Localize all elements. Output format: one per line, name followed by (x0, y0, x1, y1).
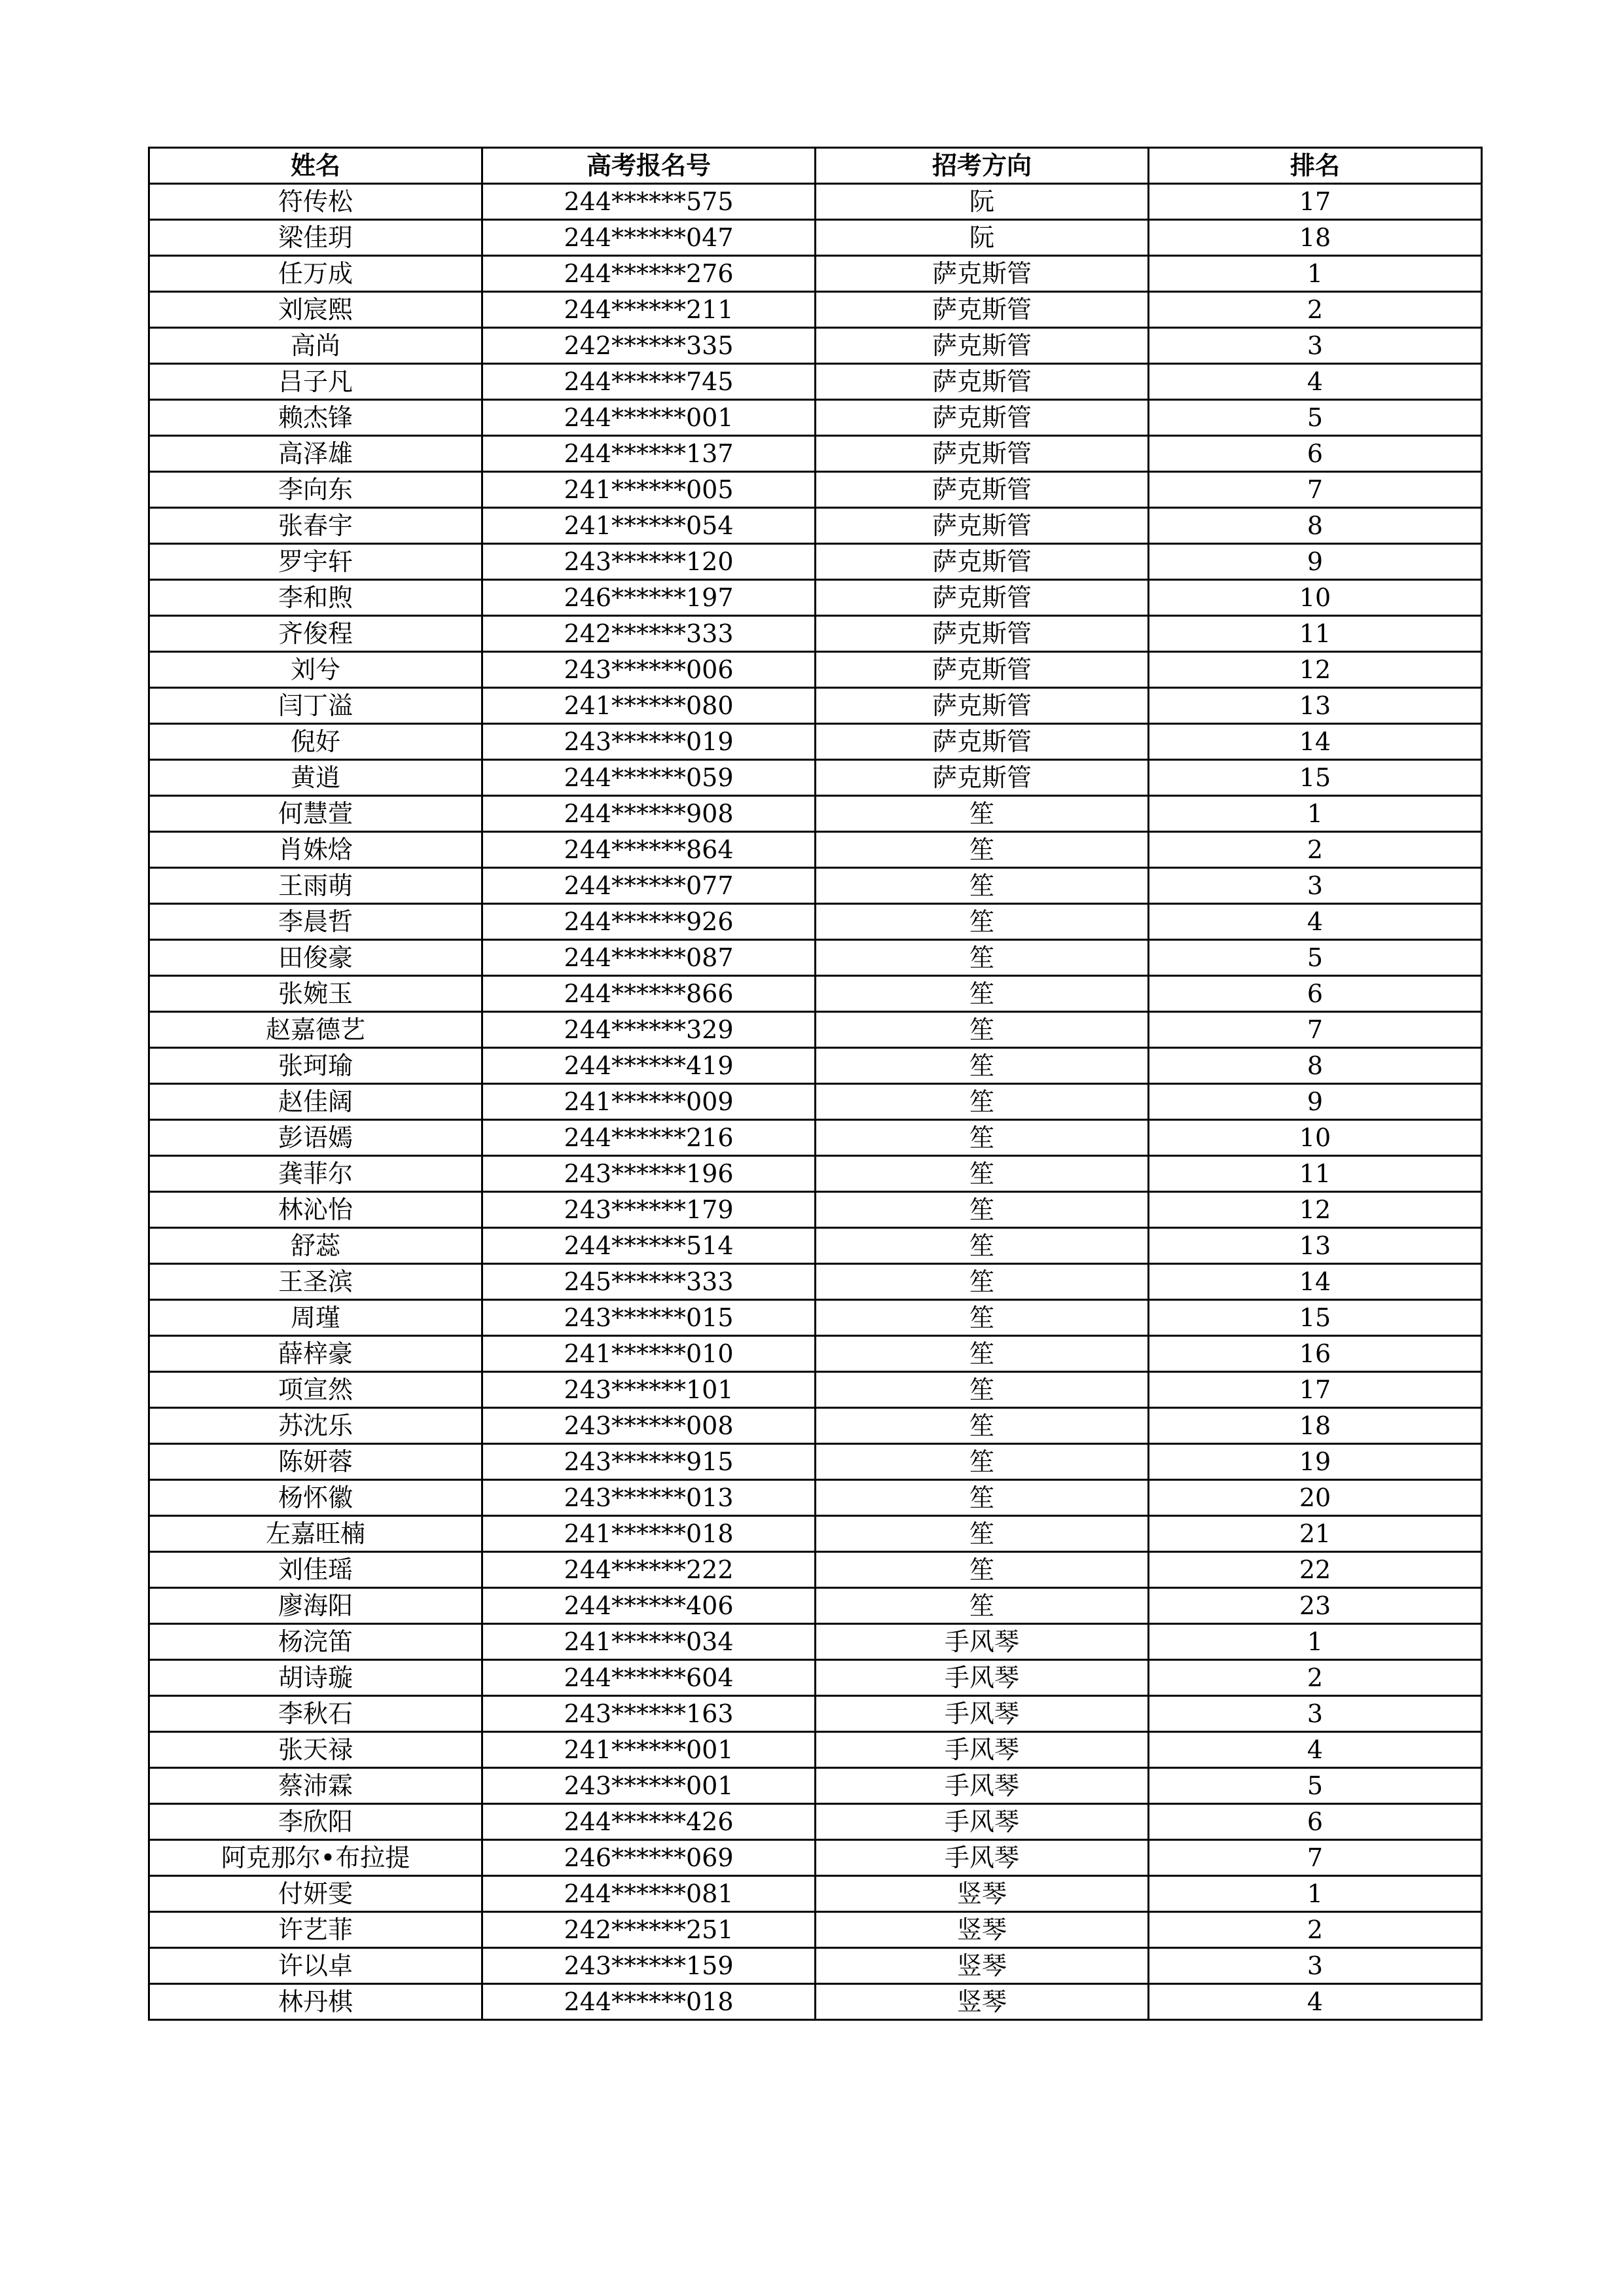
cell-registration-number: 241******080 (482, 688, 816, 724)
table-row (149, 1372, 1482, 1408)
cell-name: 付妍雯 (149, 1876, 482, 1912)
cell-direction: 笙 (816, 1588, 1149, 1624)
cell-registration-number: 241******034 (482, 1624, 816, 1660)
cell-direction: 萨克斯管 (816, 436, 1149, 472)
table-row (149, 832, 1482, 868)
cell-name: 何慧萱 (149, 796, 482, 832)
cell-name: 赖杰锋 (149, 400, 482, 436)
cell-registration-number: 242******251 (482, 1912, 816, 1948)
cell-direction: 笙 (816, 1408, 1149, 1444)
cell-registration-number: 243******915 (482, 1444, 816, 1480)
table-row (149, 436, 1482, 472)
cell-rank: 9 (1149, 1084, 1482, 1120)
table-row (149, 976, 1482, 1012)
cell-direction: 手风琴 (816, 1732, 1149, 1768)
cell-registration-number: 244******575 (482, 184, 816, 220)
cell-direction: 竖琴 (816, 1984, 1149, 2020)
cell-registration-number: 244******077 (482, 868, 816, 904)
cell-direction: 笙 (816, 1300, 1149, 1336)
cell-direction: 笙 (816, 1120, 1149, 1156)
table-row (149, 1552, 1482, 1588)
ranking-table (148, 147, 1483, 2021)
cell-rank: 15 (1149, 1300, 1482, 1336)
cell-rank: 14 (1149, 724, 1482, 760)
cell-rank: 17 (1149, 1372, 1482, 1408)
cell-registration-number: 244******276 (482, 256, 816, 292)
table-row (149, 184, 1482, 220)
table-row (149, 1912, 1482, 1948)
table-row (149, 1804, 1482, 1840)
cell-registration-number: 244******047 (482, 220, 816, 256)
cell-name: 杨浣笛 (149, 1624, 482, 1660)
cell-registration-number: 244******137 (482, 436, 816, 472)
cell-rank: 2 (1149, 832, 1482, 868)
table-row (149, 220, 1482, 256)
cell-rank: 6 (1149, 436, 1482, 472)
cell-name: 阿克那尔•布拉提 (149, 1840, 482, 1876)
cell-rank: 10 (1149, 1120, 1482, 1156)
cell-rank: 1 (1149, 796, 1482, 832)
table-row (149, 1588, 1482, 1624)
cell-rank: 1 (1149, 1624, 1482, 1660)
cell-registration-number: 244******216 (482, 1120, 816, 1156)
cell-registration-number: 243******159 (482, 1948, 816, 1984)
table-row (149, 1516, 1482, 1552)
cell-direction: 笙 (816, 1516, 1149, 1552)
cell-registration-number: 243******163 (482, 1696, 816, 1732)
cell-rank: 15 (1149, 760, 1482, 796)
table-row (149, 940, 1482, 976)
cell-registration-number: 242******335 (482, 328, 816, 364)
cell-rank: 22 (1149, 1552, 1482, 1588)
cell-registration-number: 244******514 (482, 1228, 816, 1264)
cell-rank: 20 (1149, 1480, 1482, 1516)
cell-name: 高尚 (149, 328, 482, 364)
cell-rank: 14 (1149, 1264, 1482, 1300)
cell-registration-number: 244******059 (482, 760, 816, 796)
cell-rank: 5 (1149, 1768, 1482, 1804)
cell-name: 左嘉旺楠 (149, 1516, 482, 1552)
cell-rank: 4 (1149, 904, 1482, 940)
cell-rank: 18 (1149, 220, 1482, 256)
cell-registration-number: 241******054 (482, 508, 816, 544)
cell-direction: 阮 (816, 220, 1149, 256)
table-row (149, 1696, 1482, 1732)
cell-direction: 笙 (816, 832, 1149, 868)
cell-registration-number: 244******745 (482, 364, 816, 400)
cell-registration-number: 244******926 (482, 904, 816, 940)
cell-name: 闫丁溢 (149, 688, 482, 724)
table-row (149, 1840, 1482, 1876)
cell-rank: 4 (1149, 1984, 1482, 2020)
cell-registration-number: 244******001 (482, 400, 816, 436)
table-row (149, 1228, 1482, 1264)
cell-registration-number: 244******419 (482, 1048, 816, 1084)
cell-direction: 笙 (816, 1336, 1149, 1372)
cell-direction: 笙 (816, 1228, 1149, 1264)
cell-name: 项宣然 (149, 1372, 482, 1408)
cell-rank: 12 (1149, 1192, 1482, 1228)
cell-registration-number: 244******087 (482, 940, 816, 976)
cell-name: 赵佳阔 (149, 1084, 482, 1120)
cell-registration-number: 243******019 (482, 724, 816, 760)
table-row (149, 364, 1482, 400)
cell-registration-number: 244******908 (482, 796, 816, 832)
table-row (149, 904, 1482, 940)
table-row (149, 1048, 1482, 1084)
cell-registration-number: 242******333 (482, 616, 816, 652)
table-row (149, 724, 1482, 760)
table-row (149, 508, 1482, 544)
cell-name: 许以卓 (149, 1948, 482, 1984)
cell-direction: 笙 (816, 1192, 1149, 1228)
table-row (149, 1264, 1482, 1300)
cell-name: 许艺菲 (149, 1912, 482, 1948)
cell-direction: 阮 (816, 184, 1149, 220)
cell-direction: 手风琴 (816, 1768, 1149, 1804)
cell-name: 倪好 (149, 724, 482, 760)
cell-name: 王雨萌 (149, 868, 482, 904)
cell-direction: 笙 (816, 1012, 1149, 1048)
cell-registration-number: 243******179 (482, 1192, 816, 1228)
cell-name: 薛梓豪 (149, 1336, 482, 1372)
cell-direction: 萨克斯管 (816, 472, 1149, 508)
table-row (149, 616, 1482, 652)
cell-rank: 5 (1149, 400, 1482, 436)
cell-direction: 萨克斯管 (816, 616, 1149, 652)
cell-direction: 笙 (816, 1264, 1149, 1300)
cell-name: 吕子凡 (149, 364, 482, 400)
cell-registration-number: 246******197 (482, 580, 816, 616)
table-row (149, 1120, 1482, 1156)
cell-direction: 竖琴 (816, 1876, 1149, 1912)
table-row (149, 400, 1482, 436)
table-row (149, 868, 1482, 904)
cell-direction: 手风琴 (816, 1660, 1149, 1696)
cell-registration-number: 244******406 (482, 1588, 816, 1624)
cell-name: 田俊豪 (149, 940, 482, 976)
cell-registration-number: 244******222 (482, 1552, 816, 1588)
table-row (149, 1012, 1482, 1048)
cell-name: 刘宸熙 (149, 292, 482, 328)
cell-rank: 4 (1149, 1732, 1482, 1768)
table-row (149, 1156, 1482, 1192)
table-row (149, 1948, 1482, 1984)
cell-registration-number: 243******015 (482, 1300, 816, 1336)
cell-rank: 23 (1149, 1588, 1482, 1624)
header-rank: 排名 (1149, 148, 1482, 184)
cell-name: 齐俊程 (149, 616, 482, 652)
cell-rank: 17 (1149, 184, 1482, 220)
cell-direction: 竖琴 (816, 1912, 1149, 1948)
cell-rank: 13 (1149, 1228, 1482, 1264)
cell-direction: 萨克斯管 (816, 328, 1149, 364)
cell-direction: 萨克斯管 (816, 652, 1149, 688)
cell-direction: 笙 (816, 1480, 1149, 1516)
table-row (149, 1876, 1482, 1912)
cell-name: 肖姝焓 (149, 832, 482, 868)
cell-rank: 6 (1149, 976, 1482, 1012)
cell-rank: 13 (1149, 688, 1482, 724)
table-row (149, 580, 1482, 616)
table-row (149, 652, 1482, 688)
cell-name: 林丹棋 (149, 1984, 482, 2020)
cell-name: 苏沈乐 (149, 1408, 482, 1444)
cell-name: 张珂瑜 (149, 1048, 482, 1084)
cell-registration-number: 243******008 (482, 1408, 816, 1444)
cell-direction: 萨克斯管 (816, 760, 1149, 796)
table-row (149, 1336, 1482, 1372)
cell-rank: 16 (1149, 1336, 1482, 1372)
cell-direction: 萨克斯管 (816, 256, 1149, 292)
cell-rank: 3 (1149, 1696, 1482, 1732)
table-row (149, 292, 1482, 328)
cell-direction: 手风琴 (816, 1696, 1149, 1732)
header-name: 姓名 (149, 148, 482, 184)
cell-rank: 5 (1149, 940, 1482, 976)
cell-name: 王圣滨 (149, 1264, 482, 1300)
cell-rank: 2 (1149, 1660, 1482, 1696)
cell-registration-number: 241******001 (482, 1732, 816, 1768)
cell-name: 李晨哲 (149, 904, 482, 940)
cell-name: 梁佳玥 (149, 220, 482, 256)
cell-direction: 萨克斯管 (816, 544, 1149, 580)
cell-name: 龚菲尔 (149, 1156, 482, 1192)
cell-name: 张婉玉 (149, 976, 482, 1012)
cell-rank: 3 (1149, 1948, 1482, 1984)
cell-rank: 7 (1149, 1840, 1482, 1876)
cell-direction: 笙 (816, 1048, 1149, 1084)
cell-rank: 18 (1149, 1408, 1482, 1444)
table-body (149, 184, 1482, 2020)
cell-direction: 手风琴 (816, 1804, 1149, 1840)
score-sheet (148, 147, 1481, 2021)
cell-registration-number: 246******069 (482, 1840, 816, 1876)
cell-rank: 6 (1149, 1804, 1482, 1840)
cell-direction: 萨克斯管 (816, 400, 1149, 436)
cell-rank: 11 (1149, 616, 1482, 652)
cell-registration-number: 243******120 (482, 544, 816, 580)
cell-rank: 4 (1149, 364, 1482, 400)
cell-direction: 笙 (816, 1156, 1149, 1192)
cell-direction: 萨克斯管 (816, 724, 1149, 760)
cell-rank: 12 (1149, 652, 1482, 688)
cell-name: 廖海阳 (149, 1588, 482, 1624)
cell-direction: 竖琴 (816, 1948, 1149, 1984)
cell-registration-number: 244******866 (482, 976, 816, 1012)
cell-registration-number: 244******018 (482, 1984, 816, 2020)
cell-registration-number: 244******211 (482, 292, 816, 328)
cell-name: 赵嘉德艺 (149, 1012, 482, 1048)
cell-name: 张天禄 (149, 1732, 482, 1768)
cell-name: 张春宇 (149, 508, 482, 544)
table-header-row (149, 148, 1482, 184)
cell-name: 罗宇轩 (149, 544, 482, 580)
cell-name: 符传松 (149, 184, 482, 220)
cell-rank: 11 (1149, 1156, 1482, 1192)
cell-direction: 手风琴 (816, 1624, 1149, 1660)
cell-registration-number: 244******329 (482, 1012, 816, 1048)
table-row (149, 1732, 1482, 1768)
cell-rank: 9 (1149, 544, 1482, 580)
cell-registration-number: 241******010 (482, 1336, 816, 1372)
table-row (149, 1192, 1482, 1228)
cell-direction: 萨克斯管 (816, 292, 1149, 328)
table-row (149, 1444, 1482, 1480)
cell-name: 杨怀徽 (149, 1480, 482, 1516)
cell-rank: 3 (1149, 868, 1482, 904)
cell-direction: 笙 (816, 1444, 1149, 1480)
table-row (149, 1768, 1482, 1804)
cell-name: 刘兮 (149, 652, 482, 688)
table-row (149, 688, 1482, 724)
cell-registration-number: 243******196 (482, 1156, 816, 1192)
cell-rank: 10 (1149, 580, 1482, 616)
cell-name: 林沁怡 (149, 1192, 482, 1228)
cell-direction: 萨克斯管 (816, 580, 1149, 616)
cell-registration-number: 245******333 (482, 1264, 816, 1300)
cell-name: 胡诗璇 (149, 1660, 482, 1696)
cell-rank: 21 (1149, 1516, 1482, 1552)
cell-direction: 笙 (816, 868, 1149, 904)
cell-direction: 笙 (816, 940, 1149, 976)
cell-name: 李和煦 (149, 580, 482, 616)
table-row (149, 1624, 1482, 1660)
cell-rank: 7 (1149, 472, 1482, 508)
cell-name: 李向东 (149, 472, 482, 508)
cell-rank: 8 (1149, 1048, 1482, 1084)
table-row (149, 760, 1482, 796)
cell-registration-number: 244******864 (482, 832, 816, 868)
cell-name: 刘佳瑶 (149, 1552, 482, 1588)
cell-name: 李欣阳 (149, 1804, 482, 1840)
cell-name: 李秋石 (149, 1696, 482, 1732)
cell-rank: 19 (1149, 1444, 1482, 1480)
cell-direction: 笙 (816, 1372, 1149, 1408)
table-row (149, 472, 1482, 508)
cell-registration-number: 241******018 (482, 1516, 816, 1552)
cell-name: 周瑾 (149, 1300, 482, 1336)
cell-registration-number: 244******081 (482, 1876, 816, 1912)
cell-registration-number: 241******005 (482, 472, 816, 508)
cell-direction: 手风琴 (816, 1840, 1149, 1876)
table-row (149, 1300, 1482, 1336)
cell-registration-number: 241******009 (482, 1084, 816, 1120)
cell-name: 任万成 (149, 256, 482, 292)
cell-registration-number: 243******006 (482, 652, 816, 688)
table-row (149, 1984, 1482, 2020)
cell-name: 黄逍 (149, 760, 482, 796)
cell-direction: 萨克斯管 (816, 688, 1149, 724)
cell-name: 彭语嫣 (149, 1120, 482, 1156)
table-row (149, 328, 1482, 364)
cell-registration-number: 243******101 (482, 1372, 816, 1408)
cell-name: 蔡沛霖 (149, 1768, 482, 1804)
cell-name: 高泽雄 (149, 436, 482, 472)
cell-rank: 2 (1149, 1912, 1482, 1948)
cell-direction: 笙 (816, 976, 1149, 1012)
header-registration-number: 高考报名号 (482, 148, 816, 184)
cell-rank: 1 (1149, 1876, 1482, 1912)
cell-direction: 萨克斯管 (816, 364, 1149, 400)
cell-direction: 笙 (816, 796, 1149, 832)
cell-registration-number: 244******604 (482, 1660, 816, 1696)
cell-registration-number: 244******426 (482, 1804, 816, 1840)
table-row (149, 796, 1482, 832)
table-row (149, 1084, 1482, 1120)
table-row (149, 1408, 1482, 1444)
cell-rank: 3 (1149, 328, 1482, 364)
cell-registration-number: 243******013 (482, 1480, 816, 1516)
cell-rank: 7 (1149, 1012, 1482, 1048)
table-row (149, 1660, 1482, 1696)
cell-direction: 笙 (816, 1552, 1149, 1588)
cell-name: 舒蕊 (149, 1228, 482, 1264)
cell-rank: 1 (1149, 256, 1482, 292)
cell-rank: 2 (1149, 292, 1482, 328)
cell-registration-number: 243******001 (482, 1768, 816, 1804)
table-row (149, 1480, 1482, 1516)
cell-direction: 笙 (816, 904, 1149, 940)
cell-rank: 8 (1149, 508, 1482, 544)
cell-direction: 萨克斯管 (816, 508, 1149, 544)
table-row (149, 544, 1482, 580)
table-row (149, 256, 1482, 292)
cell-name: 陈妍蓉 (149, 1444, 482, 1480)
header-direction: 招考方向 (816, 148, 1149, 184)
cell-direction: 笙 (816, 1084, 1149, 1120)
